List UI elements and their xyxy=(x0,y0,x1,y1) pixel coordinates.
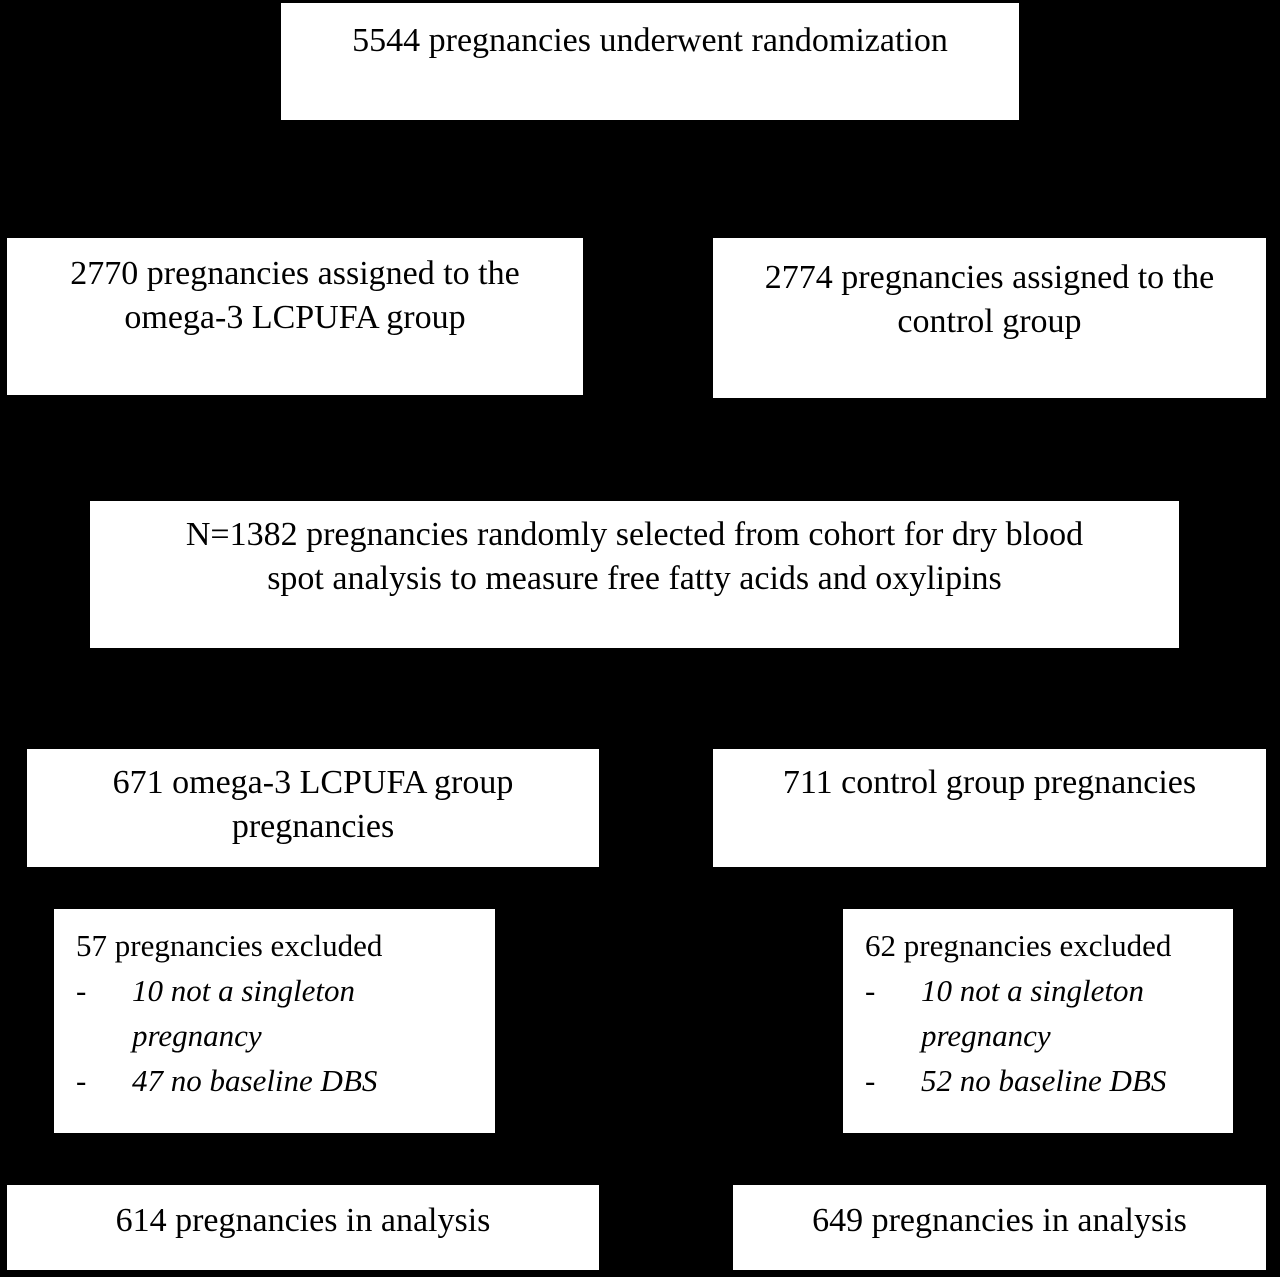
omega3-group-box xyxy=(27,749,599,867)
omega3-exclusion-heading: 57 pregnancies excluded xyxy=(76,928,383,963)
control-assigned-box xyxy=(713,238,1266,398)
control-analysis-box xyxy=(733,1185,1266,1270)
control-analysis-text: 649 pregnancies in analysis xyxy=(812,1202,1187,1239)
bullet-dash: - xyxy=(865,973,876,1008)
control-exclusion-item-1-line-1: 10 not a singleton xyxy=(921,973,1145,1008)
omega3-exclusion-item-1-line-2: pregnancy xyxy=(132,1018,262,1053)
control-assigned-line-1: 2774 pregnancies assigned to the xyxy=(764,259,1215,296)
omega3-assigned-line-1: 2770 pregnancies assigned to the xyxy=(70,255,520,292)
control-exclusion-item-1-line-2: pregnancy xyxy=(921,1018,1051,1053)
control-exclusion-item-2-line-1: 52 no baseline DBS xyxy=(921,1063,1167,1098)
randomization-box xyxy=(281,3,1019,120)
omega3-exclusion-item xyxy=(76,968,495,1058)
omega3-analysis-box xyxy=(7,1185,599,1270)
omega3-exclusion-item xyxy=(76,1058,495,1103)
randomization-text: 5544 pregnancies underwent randomization xyxy=(352,22,948,59)
control-exclusion-item xyxy=(865,968,1233,1058)
omega3-assigned-line-2: omega-3 LCPUFA group xyxy=(124,299,466,336)
control-exclusion-box xyxy=(843,909,1233,1133)
selection-line-2: spot analysis to measure free fatty acids and oxylipins xyxy=(267,560,1002,597)
control-assigned-line-2: control group xyxy=(897,303,1082,340)
omega3-exclusion-box xyxy=(54,909,495,1133)
bullet-dash: - xyxy=(76,1063,87,1098)
omega3-group-line-1: 671 omega-3 LCPUFA group xyxy=(112,764,514,801)
omega3-exclusion-item-2-line-1: 47 no baseline DBS xyxy=(132,1063,378,1098)
control-exclusion-item xyxy=(865,1058,1233,1103)
control-group-line-1: 711 control group pregnancies xyxy=(782,764,1197,801)
bullet-dash: - xyxy=(865,1063,876,1098)
omega3-assigned-box xyxy=(7,238,583,395)
omega3-analysis-text: 614 pregnancies in analysis xyxy=(115,1202,491,1239)
selection-box xyxy=(90,501,1179,648)
selection-line-1: N=1382 pregnancies randomly selected from cohort for dry blood xyxy=(185,516,1084,553)
omega3-group-line-2: pregnancies xyxy=(231,808,395,845)
omega3-exclusion-item-1-line-1: 10 not a singleton xyxy=(132,973,356,1008)
bullet-dash: - xyxy=(76,973,87,1008)
control-group-box xyxy=(713,749,1266,867)
control-exclusion-heading: 62 pregnancies excluded xyxy=(865,928,1172,963)
